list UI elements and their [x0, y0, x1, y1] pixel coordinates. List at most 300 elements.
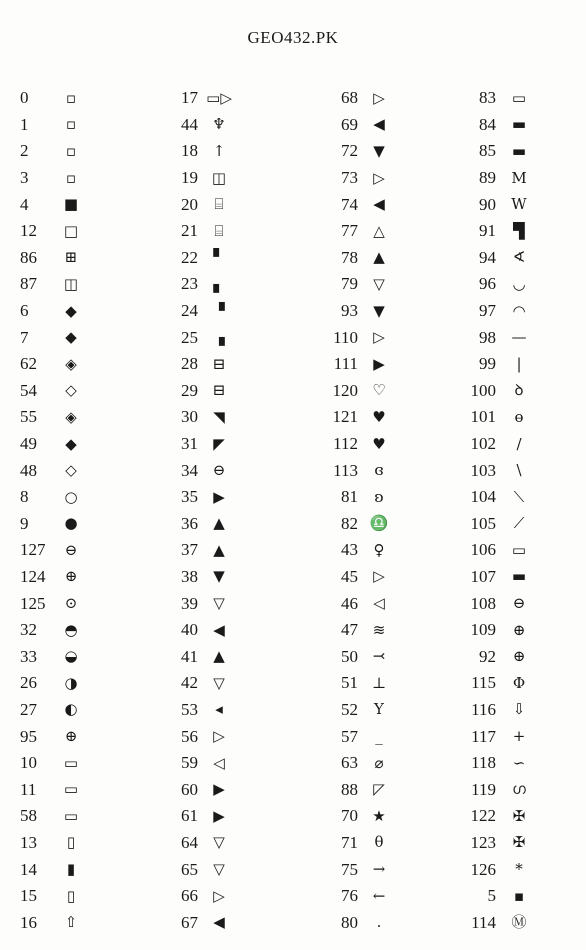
symbol-glyph-icon: ⊖: [212, 461, 226, 480]
symbol-glyph-icon: ⊟: [212, 354, 226, 373]
symbol-code: 1: [20, 114, 29, 134]
symbol-code: 107: [470, 566, 496, 586]
symbol-glyph-icon: ▽: [213, 594, 225, 613]
symbol-code: 35: [181, 487, 198, 507]
symbol-code: 102: [470, 434, 496, 454]
symbol-code: 16: [20, 912, 37, 932]
symbol-row: [168, 484, 234, 511]
symbol-glyph-icon: ◈: [65, 407, 77, 426]
symbol-code: 23: [181, 274, 198, 294]
symbol-row: [168, 457, 234, 484]
symbol-glyph-icon: ▷: [373, 328, 385, 347]
symbol-code: 98: [479, 327, 496, 347]
symbol-row: [20, 298, 86, 325]
symbol-code: 71: [341, 832, 358, 852]
symbol-code: 17: [181, 88, 198, 108]
symbol-glyph-icon: ◇: [65, 381, 77, 400]
symbol-code: 74: [341, 194, 358, 214]
symbol-code: 31: [181, 434, 198, 454]
symbol-glyph-icon: ◓: [64, 620, 78, 639]
symbol-code: 97: [479, 301, 496, 321]
symbol-code: 108: [470, 593, 496, 613]
symbol-row: [168, 85, 234, 112]
symbol-code: 41: [181, 646, 198, 666]
symbol-row: [466, 723, 534, 750]
symbol-row: [20, 404, 86, 431]
symbol-row: [466, 85, 534, 112]
symbol-row: [466, 138, 534, 165]
symbol-code: 72: [341, 141, 358, 161]
symbol-code: 57: [341, 726, 358, 746]
symbol-code: 6: [20, 301, 29, 321]
symbol-row: [466, 484, 534, 511]
symbol-code: 33: [20, 646, 37, 666]
symbol-code: 25: [181, 327, 198, 347]
symbol-code: 103: [470, 460, 496, 480]
symbol-row: [168, 564, 234, 591]
symbol-glyph-icon: ▽: [373, 274, 385, 293]
symbol-glyph-icon: ✠: [512, 806, 526, 825]
symbol-row: [20, 670, 86, 697]
symbol-glyph-icon: ◡: [512, 274, 526, 293]
symbol-glyph-icon: ▷: [373, 88, 385, 107]
symbol-glyph-icon: ⇧: [64, 913, 78, 932]
symbol-code: 65: [181, 859, 198, 879]
symbol-code: 110: [333, 327, 358, 347]
symbol-row: [466, 564, 534, 591]
symbol-code: 118: [471, 753, 496, 773]
symbol-row: [318, 617, 394, 644]
symbol-code: 79: [341, 274, 358, 294]
symbol-glyph-icon: ▶: [213, 806, 225, 825]
symbol-glyph-icon: ▯: [66, 833, 76, 852]
symbol-glyph-icon: ■: [63, 195, 79, 214]
symbol-glyph-icon: ▽: [213, 833, 225, 852]
symbol-code: 117: [471, 726, 496, 746]
symbol-glyph-icon: |: [516, 354, 522, 373]
symbol-glyph-icon: ◁: [213, 753, 225, 772]
symbol-code: 109: [470, 620, 496, 640]
symbol-row: [318, 856, 394, 883]
symbol-glyph-icon: ◀: [373, 195, 385, 214]
symbol-code: 119: [471, 779, 496, 799]
symbol-code: 10: [20, 753, 37, 773]
symbol-code: 93: [341, 301, 358, 321]
symbol-code: 50: [341, 646, 358, 666]
symbol-row: [318, 697, 394, 724]
symbol-code: 114: [471, 912, 496, 932]
symbol-code: 116: [471, 699, 496, 719]
symbol-row: [168, 537, 234, 564]
symbol-row: [318, 165, 394, 192]
symbol-code: 82: [341, 513, 358, 533]
symbol-glyph-icon: ▗: [213, 328, 225, 347]
symbol-code: 80: [341, 912, 358, 932]
symbol-code: 89: [479, 168, 496, 188]
symbol-code: 105: [470, 513, 496, 533]
symbol-glyph-icon: ←: [372, 886, 386, 905]
symbol-row: [20, 378, 86, 405]
symbol-glyph-icon: M: [511, 168, 527, 187]
symbol-glyph-icon: ◸: [373, 780, 385, 799]
symbol-code: 67: [181, 912, 198, 932]
symbol-row: [318, 909, 394, 936]
symbol-glyph-icon: □: [63, 221, 79, 240]
symbol-glyph-icon: ▭: [63, 806, 79, 825]
symbol-row: [466, 750, 534, 777]
symbol-row: [168, 165, 234, 192]
symbol-row: [168, 378, 234, 405]
symbol-code: 44: [181, 114, 198, 134]
symbol-code: 30: [181, 407, 198, 427]
symbol-code: 63: [341, 753, 358, 773]
symbol-code: 127: [20, 540, 46, 560]
symbol-code: 20: [181, 194, 198, 214]
symbol-glyph-icon: ♀: [373, 540, 385, 559]
symbol-code: 29: [181, 380, 198, 400]
symbol-glyph-icon: ⊕: [512, 647, 526, 666]
symbol-row: [318, 191, 394, 218]
symbol-row: [168, 856, 234, 883]
symbol-code: 13: [20, 832, 37, 852]
symbol-row: [20, 138, 86, 165]
symbol-glyph-icon: \: [516, 461, 522, 480]
symbol-code: 2: [20, 141, 29, 161]
symbol-code: 120: [332, 380, 358, 400]
symbol-glyph-icon: ◠: [512, 301, 526, 320]
symbol-row: [466, 271, 534, 298]
symbol-code: 122: [470, 806, 496, 826]
symbol-glyph-icon: ⌸: [214, 221, 224, 240]
symbol-code: 125: [20, 593, 46, 613]
symbol-glyph-icon: ⊞: [64, 248, 78, 267]
symbol-glyph-icon: ▶: [213, 780, 225, 799]
symbol-row: [168, 511, 234, 538]
symbol-glyph-icon: ഗ: [512, 780, 526, 799]
symbol-code: 22: [181, 247, 198, 267]
symbol-code: 36: [181, 513, 198, 533]
symbol-code: 100: [470, 380, 496, 400]
symbol-row: [466, 537, 534, 564]
symbol-row: [168, 776, 234, 803]
symbol-code: 51: [341, 673, 358, 693]
symbol-row: [20, 830, 86, 857]
symbol-code: 43: [341, 540, 358, 560]
symbol-code: 49: [20, 434, 37, 454]
symbol-glyph-icon: ◒: [64, 647, 78, 666]
symbol-row: [168, 670, 234, 697]
symbol-glyph-icon: ⤙: [372, 647, 386, 666]
symbol-row: [318, 112, 394, 139]
symbol-column-2: [168, 85, 234, 936]
symbol-glyph-icon: ♥: [372, 434, 386, 453]
symbol-glyph-icon: ɞ: [374, 461, 384, 480]
symbol-row: [318, 457, 394, 484]
symbol-glyph-icon: ⊙: [64, 594, 78, 613]
symbol-row: [318, 723, 394, 750]
symbol-code: 61: [181, 806, 198, 826]
symbol-glyph-icon: ▽: [213, 860, 225, 879]
symbol-code: 86: [20, 247, 37, 267]
symbol-row: [20, 511, 86, 538]
symbol-code: 54: [20, 380, 37, 400]
symbol-code: 95: [20, 726, 37, 746]
symbol-column-3: [318, 85, 394, 936]
symbol-row: [168, 138, 234, 165]
symbol-row: [20, 484, 86, 511]
symbol-row: [168, 723, 234, 750]
symbol-code: 60: [181, 779, 198, 799]
symbol-row: [20, 643, 86, 670]
symbol-row: [168, 218, 234, 245]
symbol-row: [466, 856, 534, 883]
symbol-row: [168, 404, 234, 431]
symbol-row: [168, 324, 234, 351]
symbol-glyph-icon: ▷: [213, 886, 225, 905]
symbol-row: [318, 484, 394, 511]
symbol-row: [466, 617, 534, 644]
symbol-row: [466, 457, 534, 484]
symbol-row: [318, 830, 394, 857]
symbol-glyph-icon: ⌸: [214, 195, 224, 214]
symbol-row: [318, 245, 394, 272]
symbol-code: 68: [341, 88, 358, 108]
symbol-glyph-icon: ∽: [512, 753, 526, 772]
symbol-row: [168, 298, 234, 325]
symbol-row: [20, 883, 86, 910]
symbol-code: 27: [20, 699, 37, 719]
symbol-row: [318, 590, 394, 617]
symbol-glyph-icon: ⇩: [512, 700, 526, 719]
symbol-glyph-icon: ◐: [64, 700, 78, 719]
symbol-row: [20, 909, 86, 936]
symbol-code: 81: [341, 487, 358, 507]
symbol-row: [466, 431, 534, 458]
symbol-code: 76: [341, 886, 358, 906]
symbol-row: [466, 803, 534, 830]
symbol-code: 26: [20, 673, 37, 693]
symbol-code: 40: [181, 620, 198, 640]
symbol-code: 3: [20, 168, 29, 188]
symbol-glyph-icon: ▷: [373, 567, 385, 586]
symbol-code: 21: [181, 221, 198, 241]
symbol-glyph-icon: ▫: [65, 115, 77, 134]
symbol-row: [466, 191, 534, 218]
symbol-row: [168, 112, 234, 139]
symbol-glyph-icon: ʚ: [374, 487, 384, 506]
symbol-glyph-icon: —: [511, 328, 527, 347]
symbol-row: [318, 883, 394, 910]
symbol-row: [466, 404, 534, 431]
symbol-glyph-icon: ꝺ: [514, 381, 524, 400]
symbol-row: [168, 830, 234, 857]
symbol-row: [466, 883, 534, 910]
symbol-glyph-icon: ∢: [512, 248, 526, 267]
symbol-row: [20, 112, 86, 139]
symbol-glyph-icon: ▭: [511, 540, 527, 559]
symbol-glyph-icon: ◂: [215, 700, 223, 719]
symbol-code: 113: [333, 460, 358, 480]
symbol-code: 34: [181, 460, 198, 480]
symbol-glyph-icon: ▖: [213, 274, 225, 293]
symbol-glyph-icon: Ⓜ: [511, 913, 527, 932]
symbol-code: 24: [181, 301, 198, 321]
symbol-row: [20, 537, 86, 564]
symbol-glyph-icon: ♎: [369, 514, 389, 533]
symbol-glyph-icon: ▜: [513, 221, 525, 240]
symbol-code: 0: [20, 88, 29, 108]
symbol-glyph-icon: ▘: [213, 248, 225, 267]
symbol-row: [20, 564, 86, 591]
symbol-glyph-icon: ▪: [513, 886, 525, 905]
symbol-glyph-icon: ▼: [373, 141, 385, 160]
symbol-row: [318, 138, 394, 165]
symbol-glyph-icon: Y: [374, 700, 384, 719]
symbol-row: [318, 643, 394, 670]
symbol-code: 126: [470, 859, 496, 879]
symbol-row: [20, 431, 86, 458]
symbol-glyph-icon: ▝: [213, 301, 225, 320]
symbol-code: 5: [487, 886, 496, 906]
symbol-code: 101: [470, 407, 496, 427]
symbol-code: 85: [479, 141, 496, 161]
symbol-code: 121: [332, 407, 358, 427]
symbol-row: [318, 670, 394, 697]
symbol-row: [20, 697, 86, 724]
symbol-code: 91: [479, 221, 496, 241]
symbol-code: 39: [181, 593, 198, 613]
symbol-glyph-icon: ◑: [64, 673, 78, 692]
symbol-row: [466, 298, 534, 325]
symbol-code: 111: [333, 354, 358, 374]
symbol-glyph-icon: ⊕: [512, 620, 526, 639]
symbol-glyph-icon: ▲: [213, 647, 225, 666]
symbol-row: [168, 909, 234, 936]
symbol-glyph-icon: ⌀: [374, 753, 384, 772]
symbol-code: 62: [20, 354, 37, 374]
symbol-row: [318, 776, 394, 803]
symbol-row: [168, 643, 234, 670]
symbol-column-1: [20, 85, 86, 936]
symbol-row: [318, 218, 394, 245]
symbol-row: [466, 590, 534, 617]
symbol-glyph-icon: ↑: [212, 141, 226, 160]
symbol-code: 83: [479, 88, 496, 108]
symbol-row: [20, 617, 86, 644]
symbol-glyph-icon: →: [372, 860, 386, 879]
symbol-glyph-icon: ◈: [65, 354, 77, 373]
symbol-row: [466, 245, 534, 272]
symbol-glyph-icon: ★: [372, 806, 386, 825]
symbol-glyph-icon: ▬: [511, 115, 527, 134]
symbol-glyph-icon: ♥: [372, 407, 386, 426]
symbol-row: [466, 697, 534, 724]
symbol-glyph-icon: ✠: [512, 833, 526, 852]
symbol-glyph-icon: W: [511, 195, 527, 214]
symbol-glyph-icon: ◀: [213, 620, 225, 639]
symbol-code: 70: [341, 806, 358, 826]
symbol-glyph-icon: ◁: [373, 594, 385, 613]
symbol-row: [168, 351, 234, 378]
symbol-code: 66: [181, 886, 198, 906]
symbol-row: [466, 218, 534, 245]
symbol-glyph-icon: ▭: [511, 88, 527, 107]
symbol-glyph-icon: ⊕: [64, 567, 78, 586]
symbol-row: [318, 750, 394, 777]
symbol-code: 18: [181, 141, 198, 161]
symbol-row: [168, 750, 234, 777]
symbol-code: 46: [341, 593, 358, 613]
symbol-glyph-icon: ●: [64, 514, 78, 533]
symbol-row: [20, 85, 86, 112]
symbol-glyph-icon: ◀: [373, 115, 385, 134]
symbol-code: 115: [471, 673, 496, 693]
symbol-glyph-icon: ▫: [65, 88, 77, 107]
symbol-code: 7: [20, 327, 29, 347]
symbol-row: [20, 218, 86, 245]
symbol-code: 87: [20, 274, 37, 294]
symbol-row: [318, 271, 394, 298]
symbol-code: 124: [20, 566, 46, 586]
symbol-code: 84: [479, 114, 496, 134]
symbol-row: [20, 803, 86, 830]
symbol-code: 9: [20, 513, 29, 533]
symbol-glyph-icon: ▯: [66, 886, 76, 905]
symbol-glyph-icon: ▽: [213, 673, 225, 692]
symbol-row: [168, 883, 234, 910]
symbol-code: 56: [181, 726, 198, 746]
symbol-row: [20, 723, 86, 750]
symbol-glyph-icon: ⟋: [513, 514, 525, 533]
symbol-glyph-icon: ♆: [212, 115, 226, 134]
symbol-glyph-icon: ▫: [65, 141, 77, 160]
symbol-row: [168, 271, 234, 298]
symbol-code: 8: [20, 487, 29, 507]
symbol-row: [168, 245, 234, 272]
symbol-code: 28: [181, 354, 198, 374]
symbol-glyph-icon: ◆: [65, 328, 77, 347]
symbol-glyph-icon: ɵ: [514, 407, 524, 426]
symbol-code: 94: [479, 247, 496, 267]
symbol-glyph-icon: ▫: [65, 168, 77, 187]
symbol-glyph-icon: ▶: [373, 354, 385, 373]
symbol-glyph-icon: ◆: [65, 434, 77, 453]
symbol-row: [466, 909, 534, 936]
symbol-row: [466, 351, 534, 378]
symbol-row: [466, 643, 534, 670]
symbol-code: 47: [341, 620, 358, 640]
symbol-row: [318, 351, 394, 378]
symbol-column-4: [466, 85, 534, 936]
symbol-row: [20, 324, 86, 351]
symbol-glyph-icon: ⊖: [64, 540, 78, 559]
symbol-glyph-icon: ◀: [213, 913, 225, 932]
symbol-code: 69: [341, 114, 358, 134]
symbol-glyph-icon: ▼: [213, 567, 225, 586]
symbol-row: [168, 590, 234, 617]
symbol-glyph-icon: △: [373, 221, 385, 240]
symbol-glyph-icon: .: [376, 913, 382, 932]
symbol-code: 75: [341, 859, 358, 879]
symbol-glyph-icon: θ: [374, 833, 384, 852]
symbol-code: 45: [341, 566, 358, 586]
symbol-code: 59: [181, 753, 198, 773]
symbol-glyph-icon: ◇: [65, 461, 77, 480]
symbol-glyph-icon: +: [512, 727, 526, 746]
symbol-code: 58: [20, 806, 37, 826]
symbol-glyph-icon: ▶: [213, 487, 225, 506]
symbol-row: [466, 378, 534, 405]
